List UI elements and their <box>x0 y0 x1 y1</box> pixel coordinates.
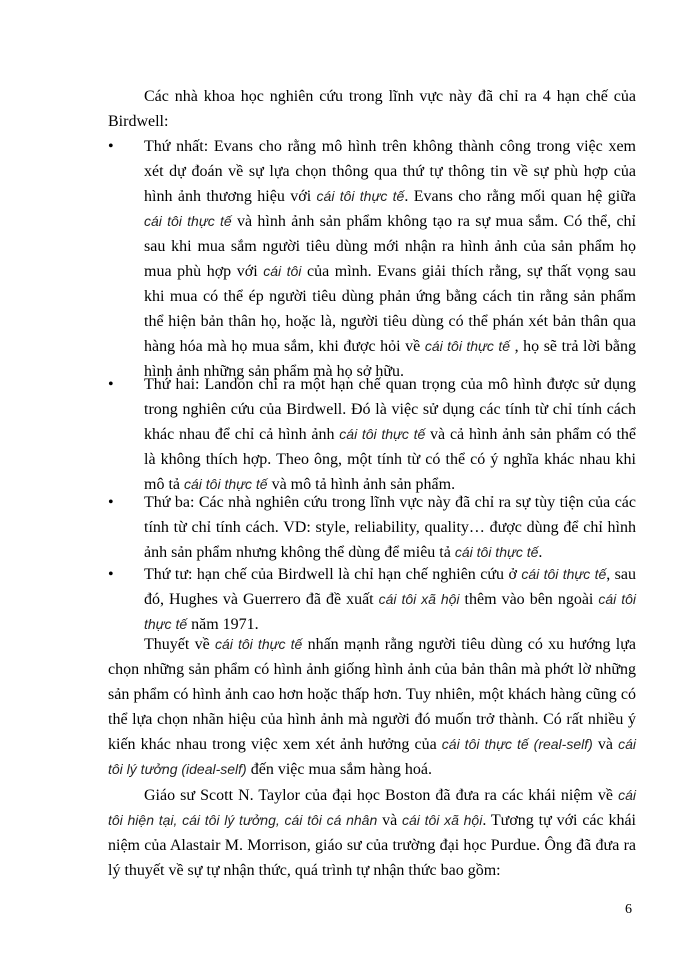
text-run: năm 1971. <box>187 616 259 633</box>
text-run: và <box>377 812 403 829</box>
text-run: , họ sẽ trả lời bằng hình ảnh những sản phẩm mà họ sở hữu. <box>144 338 637 380</box>
italic-term: cái tôi thực tế <box>454 544 539 560</box>
text-run: Thứ hai: Landon chỉ ra một hạn chế quan trọng của mô hình được sử dụng trong nghiên cứu của Birdwell. Đó là việc sử dụng các tính từ chỉ tính cách khác nhau để chỉ cả hình ảnh <box>144 376 636 443</box>
text-run: . <box>538 544 543 561</box>
text-run: nhấn mạnh rằng người tiêu dùng có xu hướng lựa chọn những sản phẩm có hình ảnh giống hình ảnh của bản thân mà phớt lờ những sản phẩm có hình ảnh cao hơn hoặc thấp hơn. Tuy nhiên, một khách hàng cũng có thể lựa chọn nhãn hiệu của hình ảnh mà người đó muốn trở thành. Có rất nhiều ý kiến khác nhau trong việc xem xét ảnh hưởng của <box>108 636 637 753</box>
text-run: , sau đó, Hughes và Guerrero đã đề xuất <box>144 566 637 608</box>
list-item-text <box>144 490 636 565</box>
italic-term: cái tôi xã hội <box>402 812 483 828</box>
list-item <box>108 562 636 637</box>
text-run: . Tương tự với các khái niệm của Alastair M. Morrison, giáo sư của trường đại học Purdue. Ông đã đưa ra lý thuyết về sự tự nhận thức, quá trình tự nhận thức bao gồm: <box>108 812 636 879</box>
italic-term: cái tôi thực tế <box>316 188 405 204</box>
italic-term: cái tôi xã hội <box>378 591 460 607</box>
italic-term: cái tôi thực tế <box>144 591 636 632</box>
text-run: đến việc mua sắm hàng hoá. <box>246 761 432 778</box>
italic-term: cái tôi <box>263 263 302 279</box>
body-paragraph <box>108 783 636 883</box>
text-run: và cả hình ảnh sản phẩm có thể là không thích hợp. Theo ông, một tính từ có thể có ý nghĩa khác nhau khi mô tả <box>144 426 636 493</box>
text-run: Thứ ba: Các nhà nghiên cứu trong lĩnh vực này đã chỉ ra sự tùy tiện của các tính từ chỉ tính cách. VD: style, reliability, quality… được dùng để chỉ hình ảnh sản phẩm nhưng không thể dùng để miêu tả <box>144 494 636 561</box>
page-number: 6 <box>625 902 632 917</box>
bullet-icon: • <box>108 138 114 155</box>
body-paragraph <box>108 632 636 782</box>
text-run: Thuyết về <box>144 636 215 653</box>
italic-term: cái tôi thực tế <box>184 476 268 492</box>
text-run: của mình. Evans giải thích rằng, sự thất vọng sau khi mua có thể ép người tiêu dùng phản ứng bằng cách tin rằng sản phẩm thể hiện bản thân họ, hoặc là, người tiêu dùng có thể phán xét bản thân qua hàng hóa mà họ mua sắm, khi được hỏi về <box>144 263 636 355</box>
text-run: Thứ tư: hạn chế của Birdwell là chỉ hạn chế nghiên cứu ở <box>144 566 522 583</box>
bullet-icon: • <box>108 494 114 511</box>
list-item <box>108 134 636 384</box>
italic-term: cái tôi thực tế <box>144 213 232 229</box>
text-run: Thứ nhất: Evans cho rằng mô hình trên không thành công trong việc xem xét dự đoán về sự lựa chọn thông qua thứ tự thông tin về sự phù hợp của hình ảnh thương hiệu với <box>144 138 636 205</box>
italic-term: cái tôi thực tế <box>214 636 303 652</box>
list-item-text <box>144 134 636 384</box>
list-item <box>108 372 636 497</box>
bullet-icon: • <box>108 376 114 393</box>
list-item-text <box>144 372 636 497</box>
italic-term: cái tôi thực tế <box>521 566 607 582</box>
italic-term: cái tôi thực tế <box>339 426 426 442</box>
italic-term: cái tôi lý tưởng (ideal-self) <box>108 736 636 777</box>
text-run: và <box>592 736 619 753</box>
italic-term: cái tôi thực tế <box>424 338 511 354</box>
italic-term: cái tôi hiện tại, cái tôi lý tưởng, cái tôi cá nhân <box>108 787 636 828</box>
text-run: Giáo sư Scott N. Taylor của đại học Boston đã đưa ra các khái niệm về <box>144 787 619 804</box>
intro-paragraph <box>108 84 636 134</box>
text-run: . Evans cho rằng mối quan hệ giữa <box>404 188 637 205</box>
intro-text: Các nhà khoa học nghiên cứu trong lĩnh vực này đã chỉ ra 4 hạn chế của Birdwell: <box>108 88 636 130</box>
text-run: thêm vào bên ngoài <box>459 591 599 608</box>
list-item-text <box>144 562 636 637</box>
italic-term: cái tôi thực tế (real-self) <box>441 736 593 752</box>
list-item <box>108 490 636 565</box>
text-run: và hình ảnh sản phẩm không tạo ra sự mua sắm. Có thể, chỉ sau khi mua sắm người tiêu dùng mới nhận ra hình ảnh của sản phẩm họ mua phù hợp với <box>144 213 636 280</box>
text-run: và mô tả hình ảnh sản phẩm. <box>267 476 456 493</box>
bullet-icon: • <box>108 566 114 583</box>
